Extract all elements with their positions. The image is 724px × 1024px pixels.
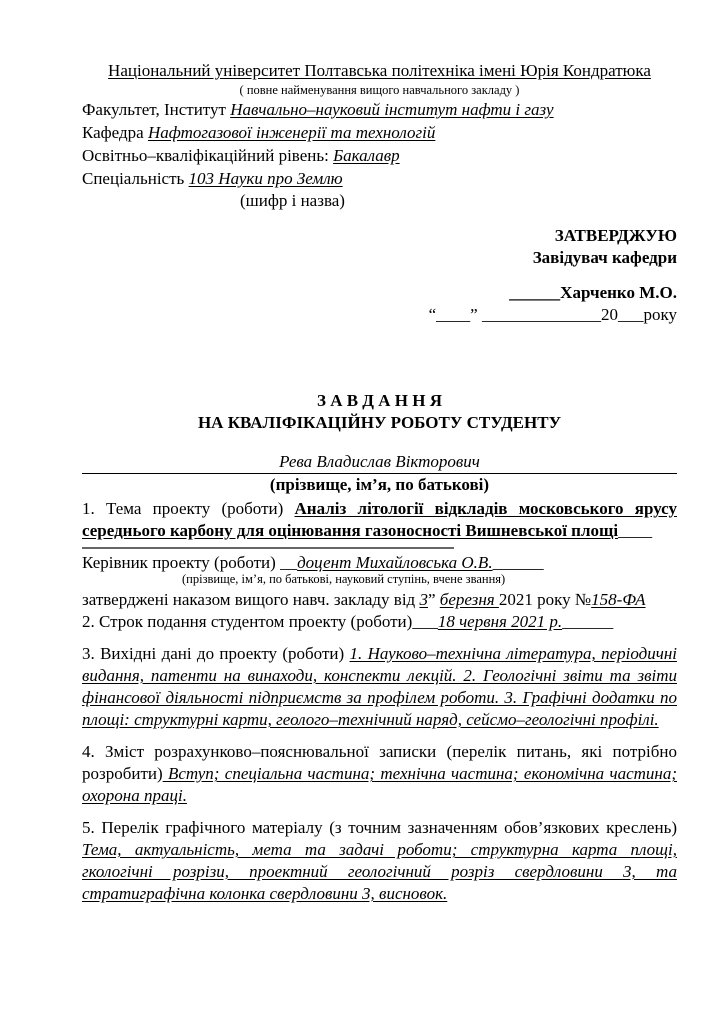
approval-heading: ЗАТВЕРДЖУЮ — [554, 226, 677, 245]
deadline-label: 2. Строк подання студентом проекту (роботи) — [82, 612, 413, 631]
level-value: Бакалавр — [333, 146, 400, 165]
topic-label: 1. Тема проекту (роботи) — [82, 499, 295, 518]
item3-value: 1. Науково–технічна література, періодичні видання, патенти на винаходи, конспекти лекцій. 2. Геологічні звіти та звіти фінансової діяльності підприємств за профілем роботи. 3. Графічні додатки по площі: структурні карти, геолого–технічний наряд, сейсмо–геологічні профілі. — [82, 644, 677, 729]
approval-date-line: “____” ______________20___року — [428, 305, 677, 324]
supervisor-label: Керівник проекту (роботи) — [82, 553, 281, 572]
order-month: березня — [439, 590, 499, 609]
order-text-1: затверджені наказом вищого навч. закладу від — [82, 590, 420, 609]
item5-label: 5. Перелік графічного матеріалу (з точним зазначенням обов’язкових креслень) — [82, 818, 677, 837]
specialty-caption: (шифр і назва) — [240, 191, 345, 210]
approver-signature: ______Харченко М.О. — [509, 283, 677, 302]
item3-paragraph — [82, 643, 677, 731]
student-name-line — [82, 451, 677, 474]
assignment-title-line2: НА КВАЛІФІКАЦІЙНУ РОБОТУ СТУДЕНТУ — [197, 413, 562, 432]
deadline-line — [82, 611, 677, 633]
assignment-title-line1: З А В Д А Н Н Я — [316, 391, 443, 410]
item3-label: 3. Вихідні дані до проекту (роботи) — [82, 644, 350, 663]
specialty-label: Спеціальність — [82, 169, 189, 188]
specialty-line — [82, 168, 677, 190]
assignment-title — [82, 390, 677, 434]
faculty-label: Факультет, Інститут — [82, 100, 231, 119]
item5-value: Тема, актуальність, мета та задачі роботи; структурна карта площі, гкологічні розрізи, проектний геологічний розріз свердловини 3, та стратиграфічна колонка свердловини 3, висновок. — [82, 840, 677, 903]
deadline-post-blank: ______ — [562, 612, 614, 631]
deadline-pre-blank: ___ — [412, 612, 438, 631]
level-label: Освітньо–кваліфікаційний рівень: — [82, 146, 334, 165]
specialty-value: 103 Науки про Землю — [188, 169, 343, 188]
department-label: Кафедра — [82, 123, 148, 142]
topic-value: Аналіз літології відкладів московського ярусу середнього карбону для оцінювання газоносності Вишневської площі — [82, 499, 677, 540]
topic-paragraph — [82, 498, 677, 542]
student-name: Рева Владислав Вікторович — [279, 452, 480, 471]
item4-label: 4. Зміст розрахунково–пояснювальної записки (перелік питань, які потрібно розробити) — [82, 742, 677, 783]
order-number: 158-ФА — [591, 590, 646, 609]
supervisor-value: доцент Михайловська О.В. — [297, 553, 493, 572]
order-day: 3 — [419, 590, 428, 609]
order-line — [82, 589, 677, 611]
supervisor-pre-blank: __ — [280, 553, 298, 572]
level-line — [82, 145, 677, 167]
university-caption: ( повне найменування вищого навчального закладу ) — [239, 83, 520, 97]
order-text-2: ” — [427, 590, 440, 609]
approval-block — [82, 225, 677, 326]
deadline-value: 18 червня 2021 р. — [437, 612, 563, 631]
supervisor-post-blank: ______ — [492, 553, 544, 572]
supervisor-line — [82, 552, 677, 574]
university-header — [82, 60, 677, 82]
faculty-value: Навчально–науковий інститут нафти і газу — [230, 100, 554, 119]
item5-paragraph — [82, 817, 677, 905]
student-name-caption: (прізвище, ім’я, по батькові) — [269, 475, 490, 494]
item4-value: Вступ; спеціальна частина; технічна частина; економічна частина; охорона праці. — [82, 764, 677, 805]
department-line — [82, 122, 677, 144]
faculty-line — [82, 99, 677, 121]
university-name: Національний університет Полтавська політехніка імені Юрія Кондратюка — [108, 61, 651, 80]
blank-underline-rule — [82, 547, 454, 549]
supervisor-caption: (прізвище, ім’я, по батькові, науковий ступінь, вчене звання) — [182, 572, 506, 586]
item4-paragraph — [82, 741, 677, 807]
department-value: Нафтогазової інженерії та технологій — [147, 123, 436, 142]
topic-trailing-blank: ____ — [618, 521, 653, 540]
order-text-3: 2021 року № — [498, 590, 592, 609]
approver-role: Завідувач кафедри — [532, 248, 677, 267]
